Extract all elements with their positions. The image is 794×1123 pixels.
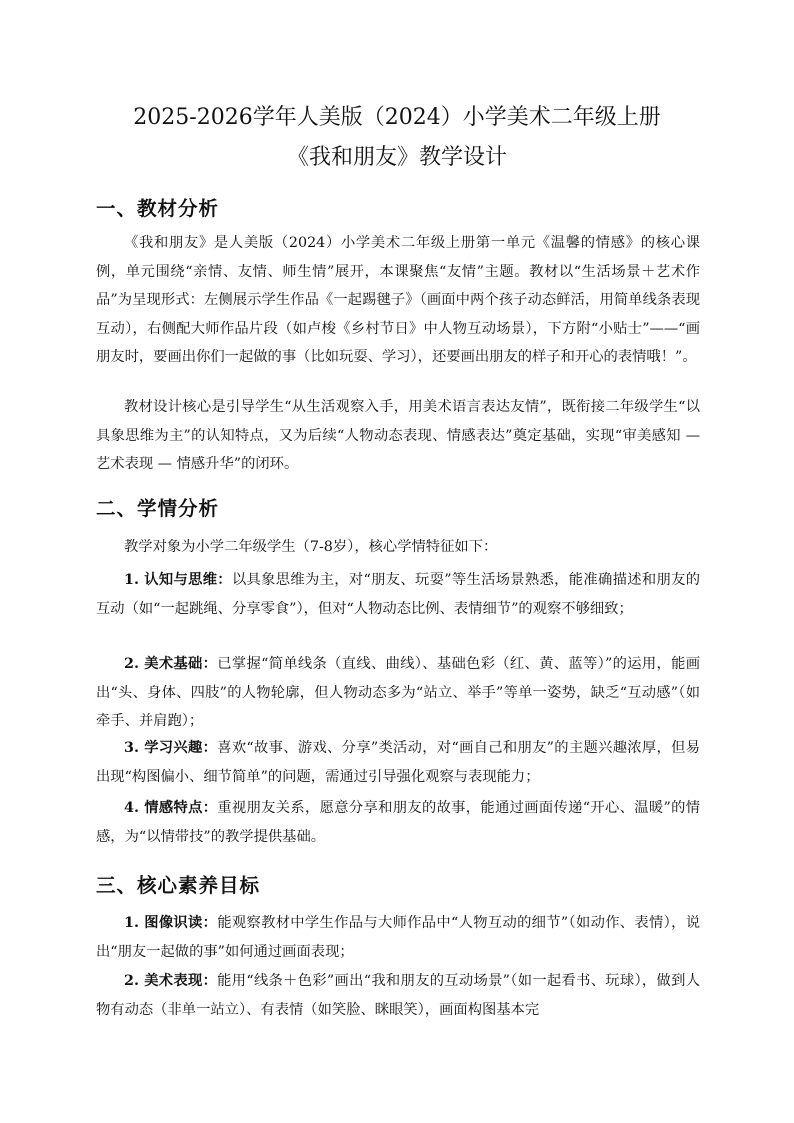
list-item-label: 4. 情感特点：	[124, 800, 218, 816]
list-item	[96, 909, 700, 966]
document-title-line1: 2025-2026学年人美版（2024）小学美术二年级上册	[133, 105, 661, 130]
list-item	[96, 794, 700, 851]
list-item	[96, 734, 700, 791]
paragraph	[96, 229, 700, 372]
list-item-label: 2. 美术表现：	[124, 973, 218, 989]
list-item	[96, 566, 700, 623]
list-item-label: 3. 学习兴趣：	[124, 740, 218, 756]
list-item-label: 2. 美术基础：	[124, 656, 218, 672]
list-item-text: 能用“线条＋色彩”画出“我和朋友的互动场景”（如一起看书、玩球），做到人物有动态（非单一站立）、有表情（如笑脸、眯眼笑），画面构图基本完	[96, 973, 700, 1018]
list-item-text: 已掌握“简单线条（直线、曲线）、基础色彩（红、黄、蓝等）”的运用，能画出“头、身体、四肢”的人物轮廓，但人物动态多为“站立、举手”等单一姿势，缺乏“互动感”（如牵手、并肩跑）；	[96, 656, 700, 730]
paragraph	[96, 533, 700, 562]
list-item	[96, 650, 700, 736]
list-item-text: 喜欢“故事、游戏、分享”类活动，对“画自己和朋友”的主题兴趣浓厚，但易出现“构图偏小、细节简单”的问题，需通过引导强化观察与表现能力；	[96, 740, 701, 785]
paragraph-text: 教学对象为小学二年级学生（7-8岁），核心学情特征如下：	[124, 539, 498, 555]
document-title-line2: 《我和朋友》教学设计	[286, 145, 507, 170]
list-item	[96, 967, 700, 1024]
paragraph	[96, 393, 700, 479]
section-heading-textbook-analysis: 一、教材分析	[96, 197, 220, 220]
list-item-text: 重视朋友关系，愿意分享和朋友的故事，能通过画面传递“开心、温暖”的情感，为“以情带技”的教学提供基础。	[96, 800, 700, 845]
list-item-text: 能观察教材中学生作品与大师作品中“人物互动的细节”（如动作、表情），说出“朋友一起做的事”如何通过画面表现；	[96, 915, 700, 960]
list-item-text: 以具象思维为主，对“朋友、玩耍”等生活场景熟悉，能准确描述和朋友的互动（如“一起跳绳、分享零食”），但对“人物动态比例、表情细节”的观察不够细致；	[96, 572, 700, 617]
list-item-label: 1. 认知与思维：	[124, 572, 232, 588]
paragraph-text: 《我和朋友》是人美版（2024）小学美术二年级上册第一单元《温馨的情感》的核心课例，单元围绕“亲情、友情、师生情”展开，本课聚焦“友情”主题。教材以“生活场景＋艺术作品”为呈现形式：左侧展示学生作品《一起踢毽子》（画面中两个孩子动态鲜活，用简单线条表现互动），右侧配大师作品片段（如卢梭《乡村节日》中人物互动场景），下方附“小贴士”——“画朋友时，要画出你们一起做的事（比如玩耍、学习），还要画出朋友的样子和开心的表情哦！”。	[96, 235, 700, 366]
list-item-label: 1. 图像识读：	[124, 915, 218, 931]
section-heading-learner-analysis: 二、学情分析	[96, 497, 220, 520]
paragraph-text: 教材设计核心是引导学生“从生活观察入手，用美术语言表达友情”，既衔接二年级学生“以具象思维为主”的认知特点，又为后续“人物动态表现、情感表达”奠定基础，实现“审美感知 — 艺术表现 — 情感升华”的闭环。	[96, 399, 700, 473]
section-heading-core-literacy-goals: 三、核心素养目标	[96, 874, 261, 897]
